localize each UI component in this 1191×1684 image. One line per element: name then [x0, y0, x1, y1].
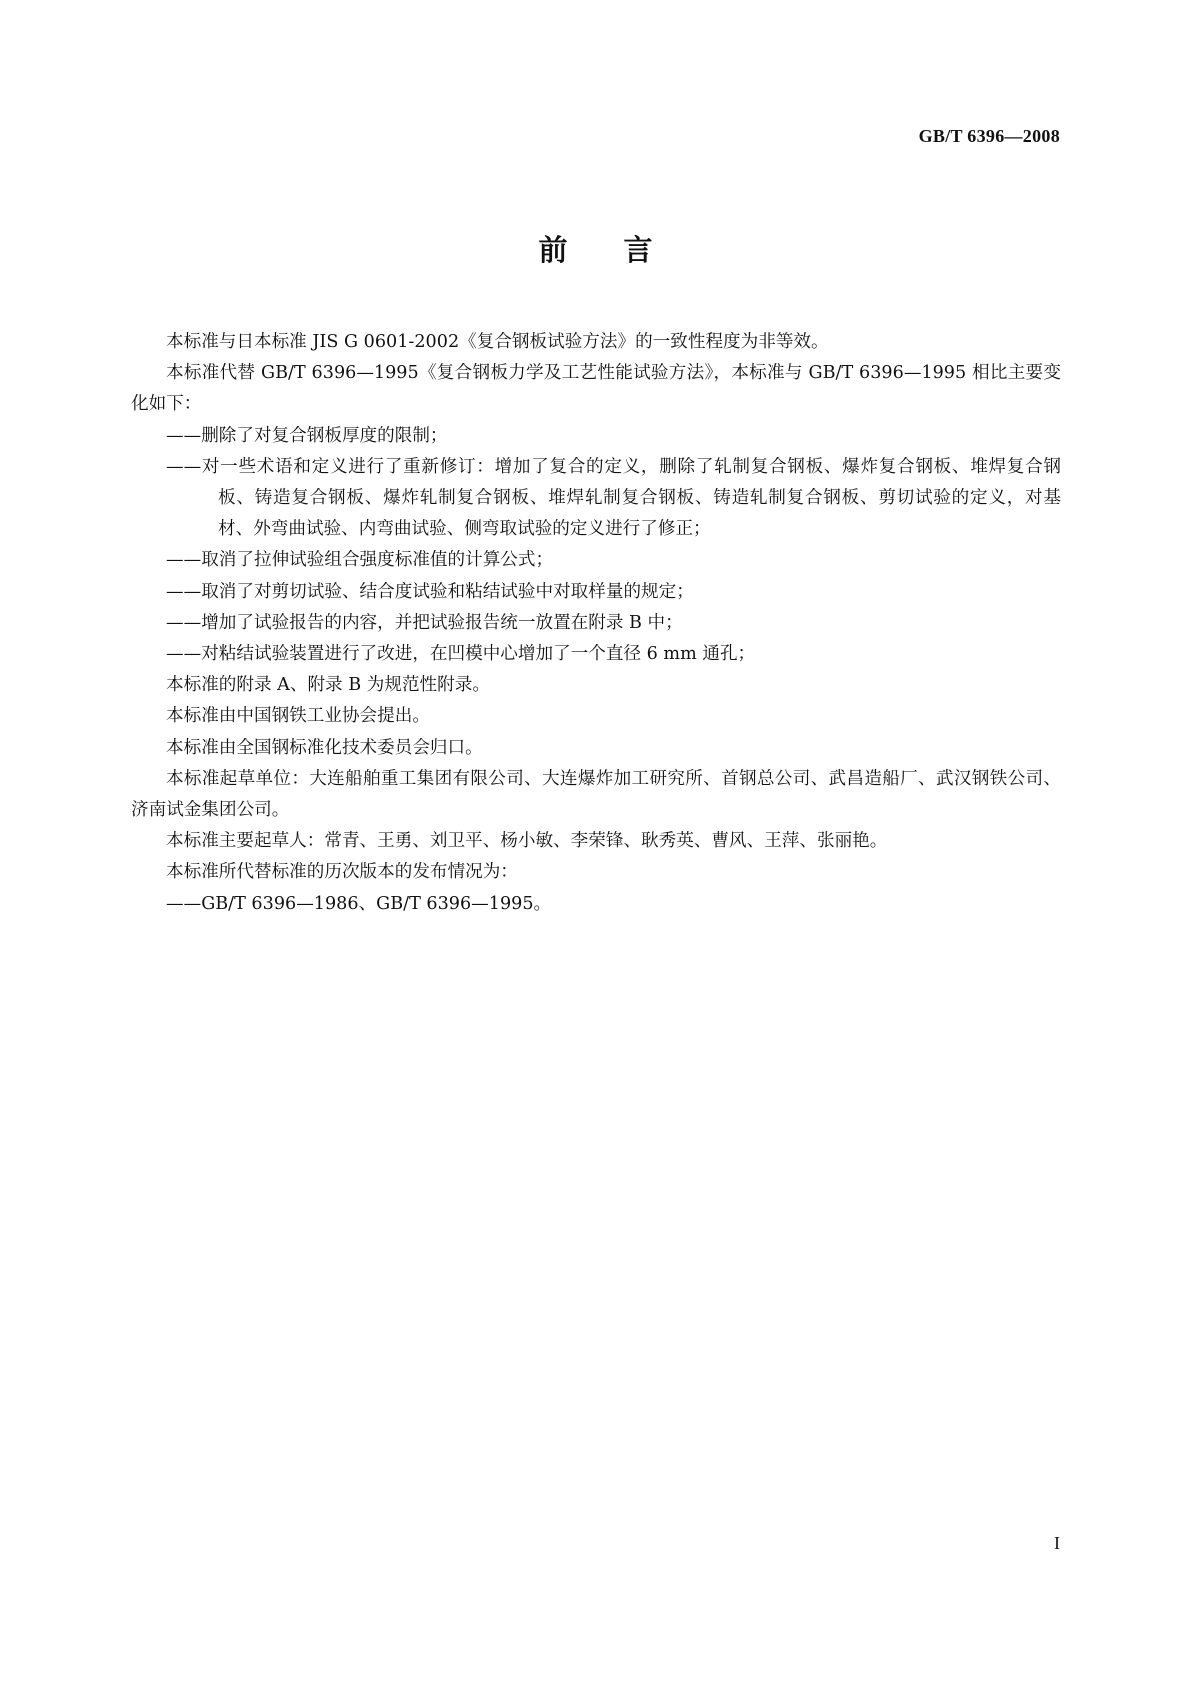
list-item: ——对粘结试验装置进行了改进，在凹模中心增加了一个直径 6 mm 通孔； — [166, 644, 756, 665]
paragraph-history-intro: 本标准所代替标准的历次版本的发布情况为： — [166, 862, 518, 883]
list-item: ——删除了对复合钢板厚度的限制； — [166, 425, 448, 446]
history-list — [131, 889, 1061, 920]
foreword-body — [131, 327, 1061, 920]
list-item: ——GB/T 6396—1986、GB/T 6396—1995。 — [166, 893, 552, 914]
standard-number: GB/T 6396—2008 — [918, 126, 1060, 146]
paragraph-annex: 本标准的附录 A、附录 B 为规范性附录。 — [166, 675, 490, 696]
list-item: ——取消了拉伸试验组合强度标准值的计算公式； — [166, 550, 554, 571]
paragraph-equivalence: 本标准与日本标准 JIS G 0601-2002《复合钢板试验方法》的一致性程度为非等效。 — [166, 332, 829, 352]
paragraph-drafters: 本标准主要起草人：常青、王勇、刘卫平、杨小敏、李荣锋、耿秀英、曹风、王萍、张丽艳。 — [166, 831, 888, 852]
paragraph-replaces: 本标准代替 GB/T 6396—1995《复合钢板力学及工艺性能试验方法》，本标准与 GB/T 6396—1995 相比主要变化如下： — [131, 363, 1061, 415]
changes-list — [131, 421, 1061, 671]
paragraph-proposed-by: 本标准由中国钢铁工业协会提出。 — [166, 706, 430, 727]
list-item: ——对一些术语和定义进行了重新修订：增加了复合的定义，删除了轧制复合钢板、爆炸复合钢板、堆焊复合钢板、铸造复合钢板、爆炸轧制复合钢板、堆焊轧制复合钢板、铸造轧制复合钢板、剪切试验的定义，对基材、外弯曲试验、内弯曲试验、侧弯取试验的定义进行了修正； — [166, 456, 1061, 540]
list-item: ——增加了试验报告的内容，并把试验报告统一放置在附录 B 中； — [166, 612, 683, 633]
paragraph-drafting-units: 本标准起草单位：大连船舶重工集团有限公司、大连爆炸加工研究所、首钢总公司、武昌造船厂、武汉钢铁公司、济南试金集团公司。 — [131, 768, 1061, 821]
page-number: I — [1054, 1533, 1060, 1553]
paragraph-committee: 本标准由全国钢标准化技术委员会归口。 — [166, 737, 483, 758]
list-item: ——取消了对剪切试验、结合度试验和粘结试验中对取样量的规定； — [166, 581, 694, 602]
page-title: 前言 — [538, 233, 709, 267]
